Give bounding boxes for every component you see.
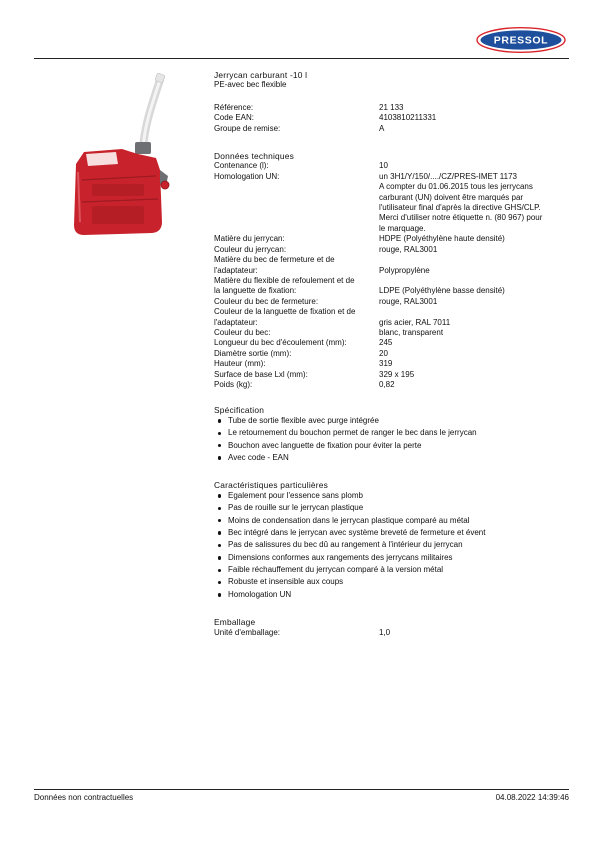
- list-item: Robuste et insensible aux coups: [214, 577, 574, 589]
- label-line: Contenance (l):: [214, 161, 269, 171]
- table-row: [214, 297, 574, 307]
- value-line: le marquage.: [379, 223, 426, 233]
- tech-heading: Données techniques: [214, 151, 294, 162]
- list-item: Dimensions conformes aux rangements des jerrycans militaires: [214, 553, 574, 565]
- table-row: [214, 380, 574, 390]
- row-value: [379, 370, 569, 380]
- list-item: Le retournement du bouchon permet de ranger le bec dans le jerrycan: [214, 428, 574, 440]
- row-label: [214, 234, 379, 244]
- row-value: [379, 359, 569, 369]
- list-item: Tube de sortie flexible avec purge intégrée: [214, 416, 574, 428]
- value-line: 21 133: [379, 102, 404, 112]
- table-row: [214, 307, 574, 328]
- list-item: Pas de rouille sur le jerrycan plastique: [214, 503, 574, 515]
- label-line: Matière du flexible de refoulement et de: [214, 275, 355, 285]
- value-line: Polypropylène: [379, 265, 430, 275]
- label-line: Couleur du bec:: [214, 327, 271, 337]
- table-row: [214, 349, 574, 359]
- row-label: [214, 161, 379, 171]
- value-line: LDPE (Polyéthylène basse densité): [379, 286, 505, 296]
- row-value: [379, 161, 569, 171]
- footer-timestamp: 04.08.2022 14:39:46: [495, 793, 569, 802]
- footer-disclaimer: Données non contractuelles: [34, 793, 134, 802]
- table-row: [214, 113, 574, 123]
- value-line: Merci d'utiliser notre étiquette n. (80 967) pour: [379, 213, 543, 223]
- row-label: [214, 124, 379, 134]
- value-line: 4103810211331: [379, 113, 437, 123]
- row-label: [214, 370, 379, 380]
- label-line: Code EAN:: [214, 113, 255, 123]
- row-label: [214, 255, 379, 276]
- product-subtitle: PE-avec bec flexible: [214, 80, 287, 90]
- jerrycan-icon: [64, 72, 184, 242]
- row-label: [214, 103, 379, 113]
- value-line: rouge, RAL3001: [379, 244, 438, 254]
- value-line: 1,0: [379, 627, 391, 637]
- row-label: [214, 297, 379, 307]
- label-line: Référence:: [214, 102, 254, 112]
- label-line: Unité d'emballage:: [214, 627, 281, 637]
- label-line: l'adaptateur:: [214, 317, 258, 327]
- row-value: [379, 124, 569, 134]
- label-line: Longueur du bec d'écoulement (mm):: [214, 338, 347, 348]
- label-line: Poids (kg):: [214, 379, 253, 389]
- table-row: [214, 359, 574, 369]
- value-line: un 3H1/Y/150/..../CZ/PRES-IMET 1173: [379, 171, 517, 181]
- row-value: [379, 307, 569, 328]
- value-line: l'utilisateur final d'après la directive GHS/CLP.: [379, 203, 541, 213]
- row-label: [214, 245, 379, 255]
- footer-rule: [34, 789, 569, 790]
- table-row: [214, 338, 574, 348]
- value-line: blanc, transparent: [379, 327, 444, 337]
- table-row: [214, 245, 574, 255]
- row-value: [379, 628, 569, 638]
- row-value: [379, 338, 569, 348]
- row-value: [379, 245, 569, 255]
- label-line: Hauteur (mm):: [214, 359, 266, 369]
- table-row: [214, 234, 574, 244]
- row-value: [379, 113, 569, 123]
- row-value: [379, 276, 569, 297]
- list-item: Bec intégré dans le jerrycan avec système breveté de fermeture et évent: [214, 528, 574, 540]
- label-line: Homologation UN:: [214, 171, 280, 181]
- row-value: [379, 297, 569, 307]
- table-row: [214, 328, 574, 338]
- value-line: 319: [379, 359, 393, 369]
- product-title: Jerrycan carburant -10 l: [214, 70, 308, 80]
- row-label: [214, 307, 379, 328]
- label-line: Couleur du bec de fermeture:: [214, 296, 319, 306]
- row-value: [379, 328, 569, 338]
- label-line: l'adaptateur:: [214, 265, 258, 275]
- packaging-table: [214, 628, 574, 638]
- product-details: [214, 70, 574, 638]
- label-line: Couleur de la languette de fixation et de: [214, 307, 356, 317]
- value-line: HDPE (Polyéthylène haute densité): [379, 234, 505, 244]
- label-line: Groupe de remise:: [214, 123, 281, 133]
- row-label: [214, 628, 379, 638]
- value-line: 10: [379, 161, 388, 171]
- packaging-heading: Emballage: [214, 617, 256, 628]
- row-value: [379, 103, 569, 113]
- row-label: [214, 338, 379, 348]
- spec-heading: Spécification: [214, 405, 265, 416]
- value-line: A: [379, 123, 385, 133]
- logo-text: PRESSOL: [493, 34, 549, 47]
- row-label: [214, 380, 379, 390]
- label-line: Couleur du jerrycan:: [214, 244, 287, 254]
- list-item: Moins de condensation dans le jerrycan plastique comparé au métal: [214, 516, 574, 528]
- row-label: [214, 113, 379, 123]
- value-line: 20: [379, 348, 388, 358]
- table-row: [214, 103, 574, 113]
- row-label: [214, 359, 379, 369]
- list-item: Egalement pour l'essence sans plomb: [214, 491, 574, 503]
- table-row: [214, 276, 574, 297]
- row-label: [214, 172, 379, 234]
- value-line: 329 x 195: [379, 369, 415, 379]
- label-line: Matière du bec de fermeture et de: [214, 255, 335, 265]
- value-line: rouge, RAL3001: [379, 296, 438, 306]
- list-item: Avec code - EAN: [214, 453, 574, 465]
- row-value: [379, 234, 569, 244]
- list-item: Pas de salissures du bec dû au rangement à l'intérieur du jerrycan: [214, 540, 574, 552]
- row-label: [214, 276, 379, 297]
- header-rule: [34, 58, 569, 59]
- table-row: [214, 172, 574, 234]
- list-item: Homologation UN: [214, 590, 574, 602]
- table-row: [214, 370, 574, 380]
- value-line: A compter du 01.06.2015 tous les jerrycans: [379, 182, 533, 192]
- list-item: Faible réchauffement du jerrycan comparé à la version métal: [214, 565, 574, 577]
- features-heading: Caractéristiques particulières: [214, 480, 328, 491]
- table-row: [214, 255, 574, 276]
- row-value: [379, 255, 569, 276]
- row-value: [379, 349, 569, 359]
- pressol-logo: [476, 27, 566, 53]
- value-line: 0,82: [379, 379, 395, 389]
- row-label: [214, 328, 379, 338]
- table-row: [214, 628, 574, 638]
- label-line: Matière du jerrycan:: [214, 234, 285, 244]
- row-value: [379, 172, 569, 234]
- tech-table: [214, 161, 574, 390]
- row-label: [214, 349, 379, 359]
- value-line: 245: [379, 338, 393, 348]
- spec-list: [214, 416, 574, 466]
- value-line: gris acier, RAL 7011: [379, 317, 451, 327]
- row-value: [379, 380, 569, 390]
- label-line: Diamètre sortie (mm):: [214, 348, 292, 358]
- label-line: Surface de base Lxl (mm):: [214, 369, 308, 379]
- features-list: [214, 491, 574, 603]
- list-item: Bouchon avec languette de fixation pour éviter la perte: [214, 441, 574, 453]
- value-line: carburant (UN) doivent être marqués par: [379, 192, 524, 202]
- identifiers-table: [214, 103, 574, 134]
- table-row: [214, 161, 574, 171]
- label-line: la languette de fixation:: [214, 286, 297, 296]
- table-row: [214, 124, 574, 134]
